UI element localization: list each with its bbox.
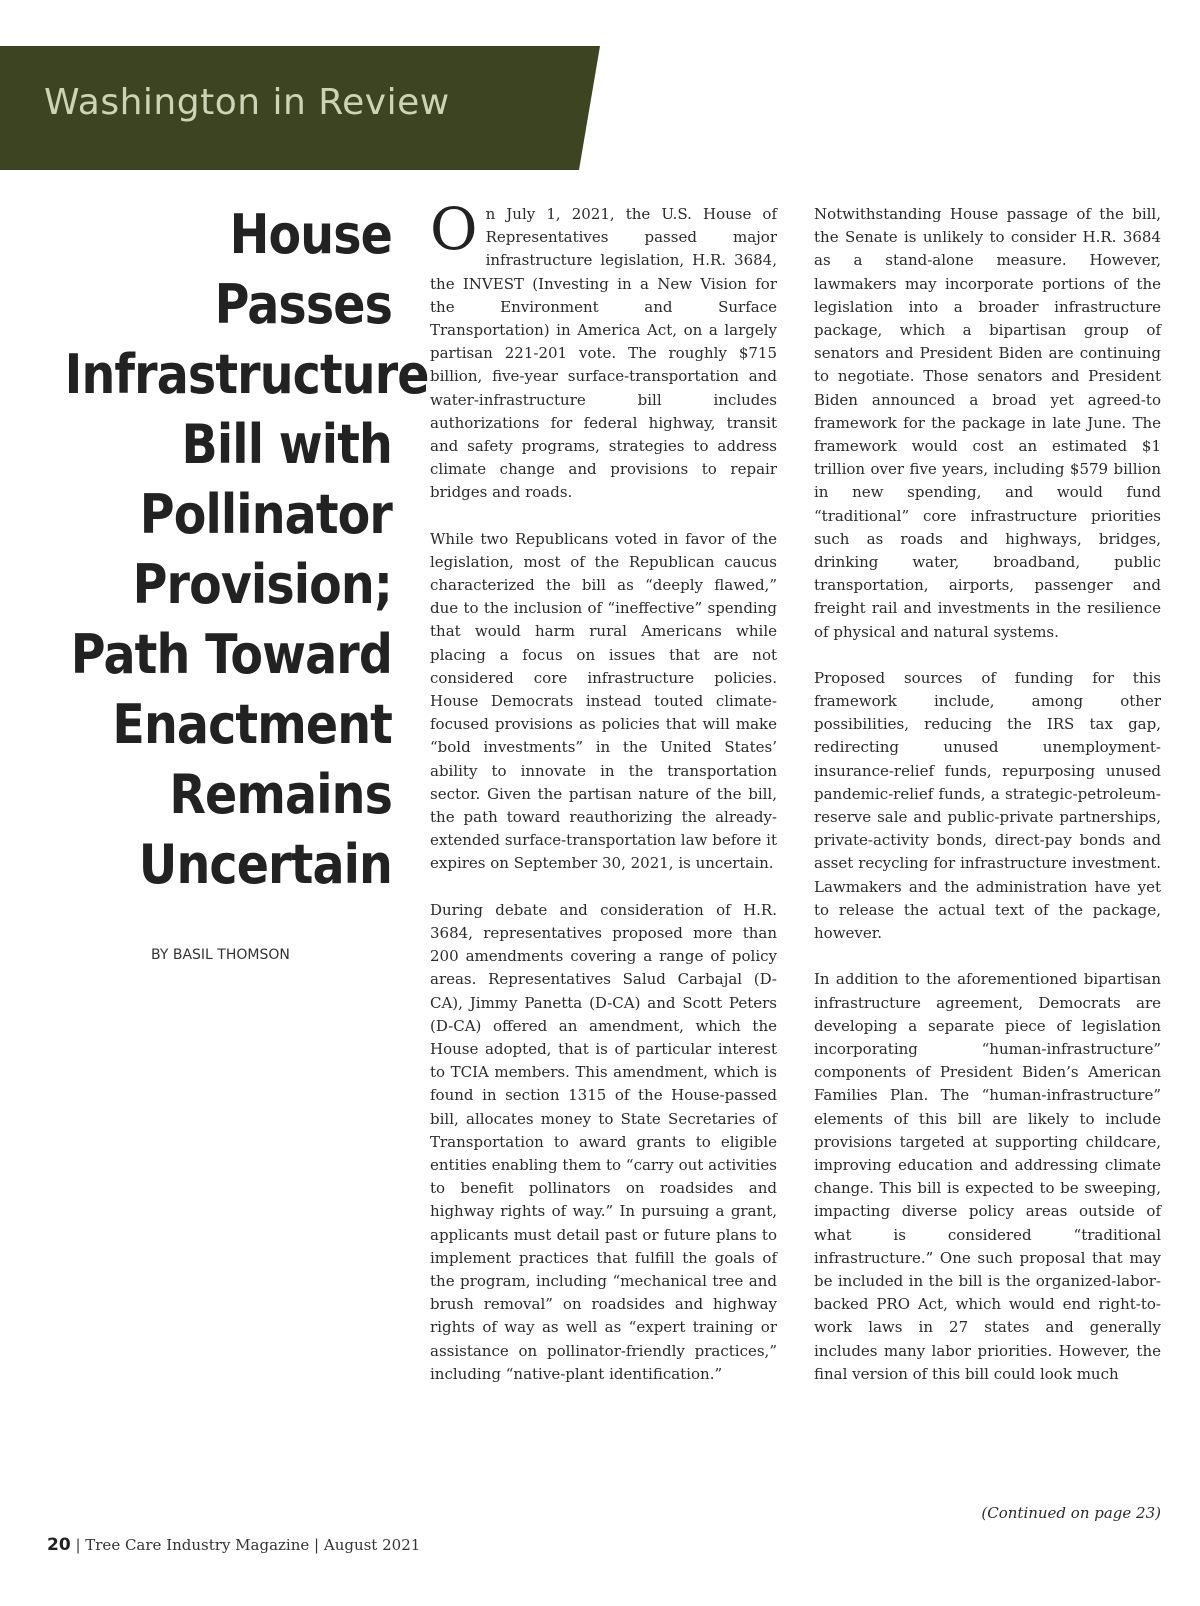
continued-note: (Continued on page 23) [981,1504,1161,1522]
article-column-1 [430,195,777,1409]
paragraph [430,195,777,505]
paragraph: While two Republicans voted in favor of the legislation, most of the Republican caucus characterized the bill as “deeply flawed,” due to the inclusion of “ineffective” spending that would harm rural Americans while placing a focus on issues that are not considered core infrastructure policies. House Democrats instead touted climate-focused provisions as policies that will make “bold investments” in the United States’ ability to innovate in the transportation sector. Given the partisan nature of the bill, the path toward reauthorizing the already-extended surface-transportation law before it expires on September 30, 2021, is uncertain. [430,529,777,873]
footer-text: | Tree Care Industry Magazine | August 2021 [70,1536,421,1554]
paragraph: In addition to the aforementioned bipartisan infrastructure agreement, Democrats are developing a separate piece of legislation incorporating “human-infrastructure” components of President Biden’s American Families Plan. The “human-infrastructure” elements of this bill are likely to include provisions targeted at supporting childcare, improving education and addressing climate change. This bill is expected to be sweeping, impacting diverse policy areas outside of what is considered “traditional infrastructure.” One such proposal that may be included in the bill is the organized-labor-backed PRO Act, which would end right-to-work laws in 27 states and generally includes many labor priorities. However, the final version of this bill could look much [814,970,1161,1383]
paragraph-text: n July 1, 2021, the U.S. House of Representatives passed major infrastructure legislation, H.R. 3684, the INVEST (Investing in a New Vision for the Environment and Surface Transportation) in America Act, on a largely partisan 221-201 vote. The roughly $715 billion, five-year surface-transportation and water-infrastructure bill includes authorizations for federal highway, transit and safety programs, strategies to address climate change and provisions to repair bridges and roads. [430,205,777,502]
paragraph: Notwithstanding House passage of the bill, the Senate is unlikely to consider H.R. 3684 as a stand-alone measure. However, lawmakers may incorporate portions of the legislation into a broader infrastructure package, which a bipartisan group of senators and President Biden are continuing to negotiate. Those senators and President Biden announced a broad yet agreed-to framework for the package in late June. The framework would cost an estimated $1 trillion over five years, including $579 billion in new spending, and would fund “traditional” core infrastructure priorities such as roads and highways, bridges, drinking water, broadband, public transportation, airports, passenger and freight rail and investments in the resilience of physical and natural systems. [814,205,1161,641]
drop-cap: O [430,195,478,263]
section-title: Washington in Review [44,82,450,123]
page-footer [47,1535,420,1555]
byline: BY BASIL THOMSON [151,947,290,963]
article-headline: House Passes Infrastructure Bill with Pollinator Provision; Path Toward Enactment Remains Uncertain [64,203,429,896]
page-number: 20 [47,1535,71,1555]
article-column-2 [814,203,1161,1409]
paragraph: Proposed sources of funding for this framework include, among other possibilities, reducing the IRS tax gap, redirecting unused unemployment-insurance-relief funds, repurposing unused pandemic-relief funds, a strategic-petroleum-reserve sale and public-private partnerships, private-activity bonds, direct-pay bonds and asset recycling for infrastructure investment. Lawmakers and the administration have yet to release the actual text of the package, however. [814,668,1161,943]
paragraph: During debate and consideration of H.R. 3684, representatives proposed more than 200 amendments covering a range of policy areas. Representatives Salud Carbajal (D-CA), Jimmy Panetta (D-CA) and Scott Peters (D-CA) offered an amendment, which the House adopted, that is of particular interest to TCIA members. This amendment, which is found in section 1315 of the House-passed bill, allocates money to State Secretaries of Transportation to award grants to eligible entities enabling them to “carry out activities to benefit pollinators on roadsides and highway rights of way.” In pursuing a grant, applicants must detail past or future plans to implement practices that fulfill the goals of the program, including “mechanical tree and brush removal” on roadsides and highway rights of way as well as “expert training or assistance on pollinator-friendly practices,” including “native-plant identification.” [430,900,777,1383]
